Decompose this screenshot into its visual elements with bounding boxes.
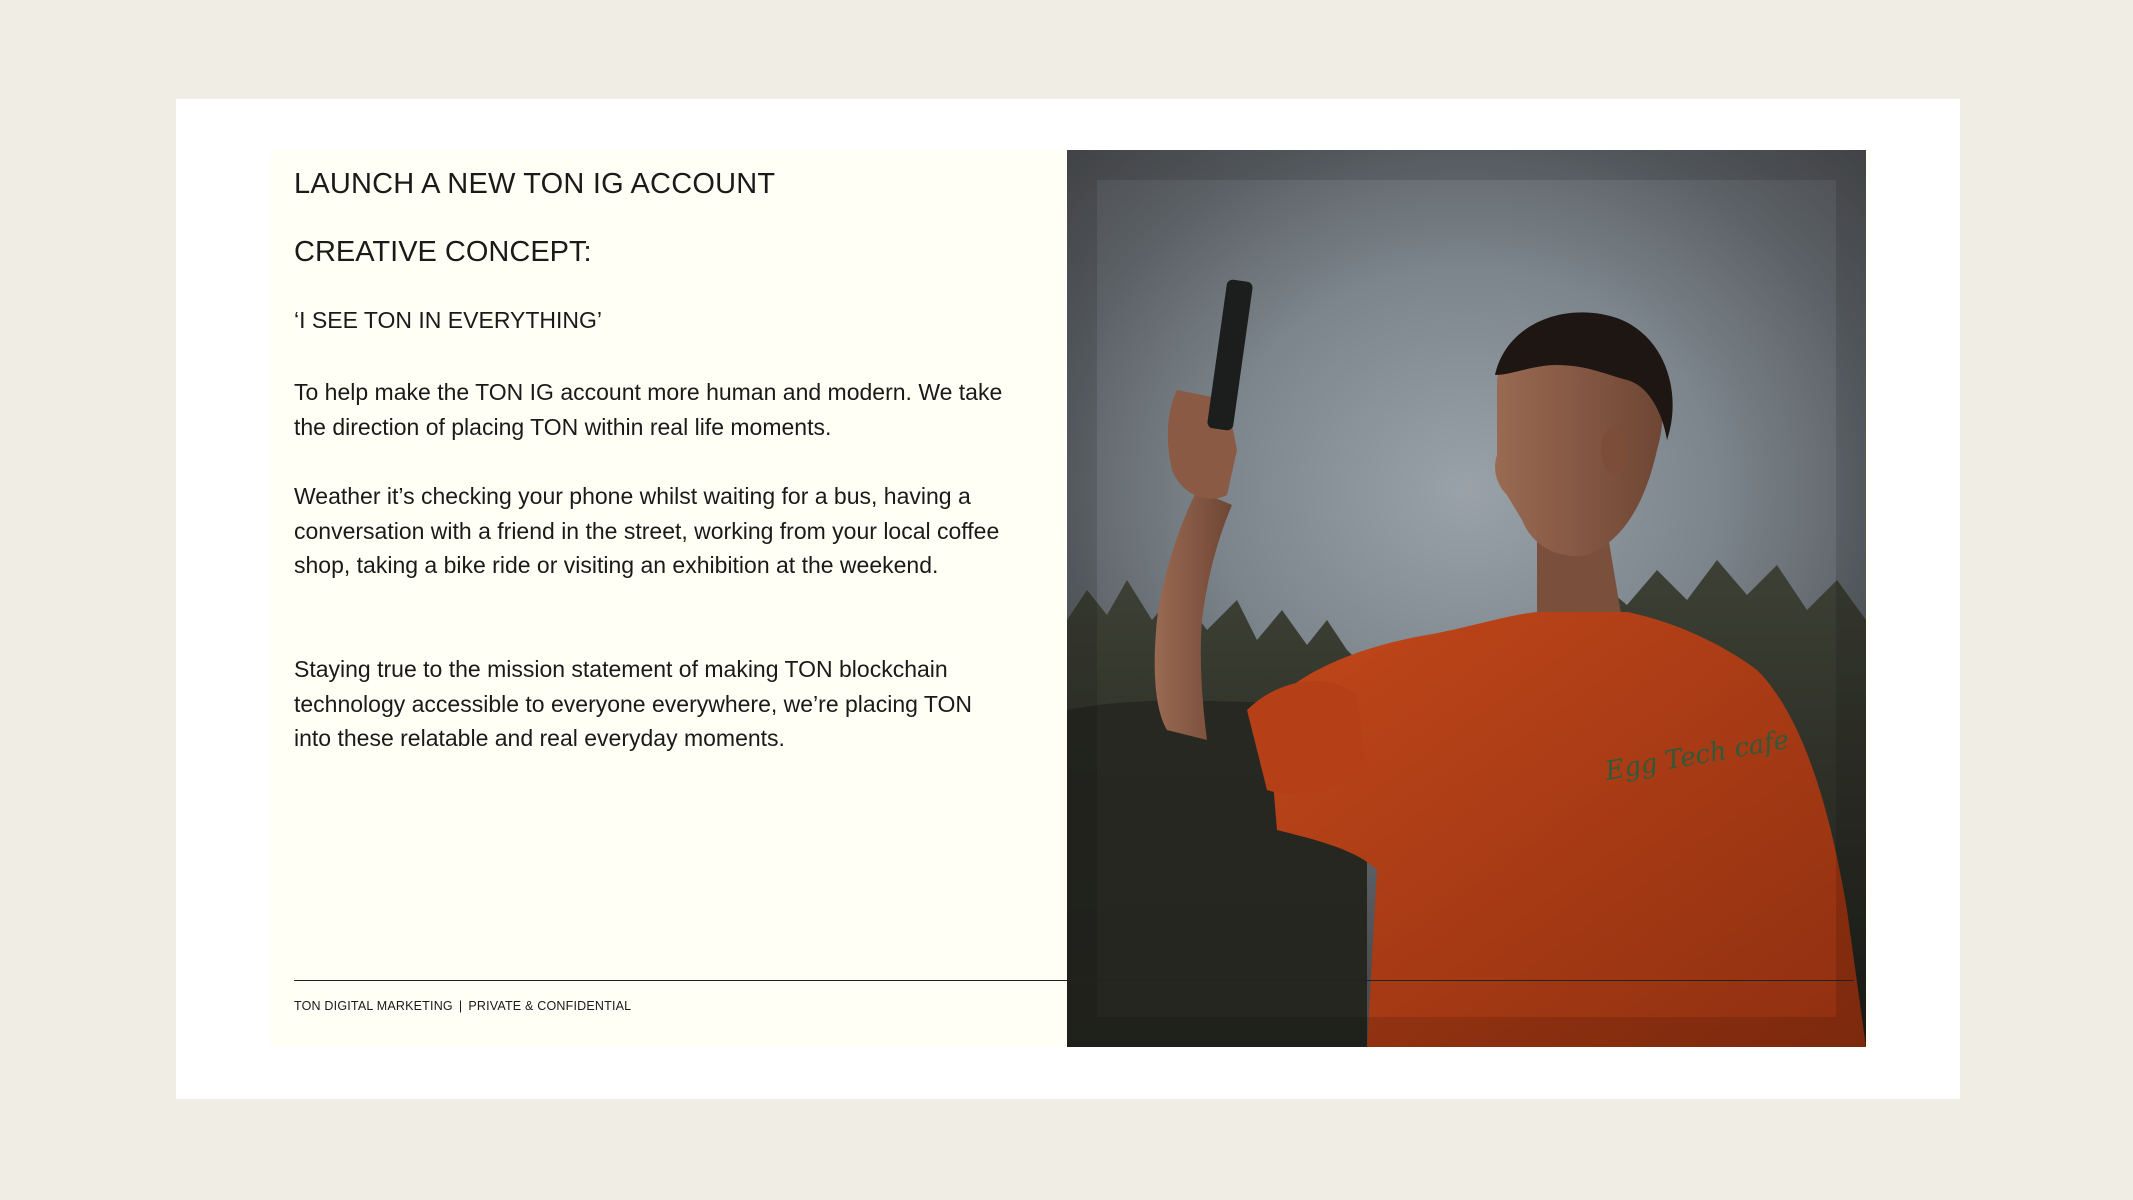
concept-tagline: ‘I SEE TON IN EVERYTHING’: [294, 307, 603, 333]
slide-card: [176, 99, 1960, 1099]
paragraph-intro: To help make the TON IG account more human and modern. We take the direction of placing TON within real life moments.: [294, 379, 1003, 440]
slide: [270, 150, 1870, 1047]
shirt-print-text: Egg Tech cafe: [1603, 725, 1792, 787]
footer-confidential: PRIVATE & CONFIDENTIAL: [468, 999, 632, 1013]
phone-shape: [1207, 279, 1254, 431]
paragraph-mission: Staying true to the mission statement of making TON blockchain technology accessible to everyone everywhere, we’re placing TON into these relatable and real everyday moments.: [294, 656, 973, 752]
footer-separator: |: [458, 999, 463, 1013]
paragraph-examples: Weather it’s checking your phone whilst waiting for a bus, having a conversation with a friend in the street, working from your local coffee shop, taking a bike ride or visiting an exhibition at the weekend.: [294, 483, 1000, 579]
hero-photo: [1067, 150, 1866, 1047]
footer-divider: [294, 980, 1854, 981]
slide-subheading: CREATIVE CONCEPT:: [294, 236, 592, 268]
slide-footer: [294, 999, 631, 1013]
footer-company: TON DIGITAL MARKETING: [294, 999, 453, 1013]
slide-heading: LAUNCH A NEW TON IG ACCOUNT: [294, 168, 776, 200]
person-holding-phone-illustration: [1067, 150, 1866, 1047]
